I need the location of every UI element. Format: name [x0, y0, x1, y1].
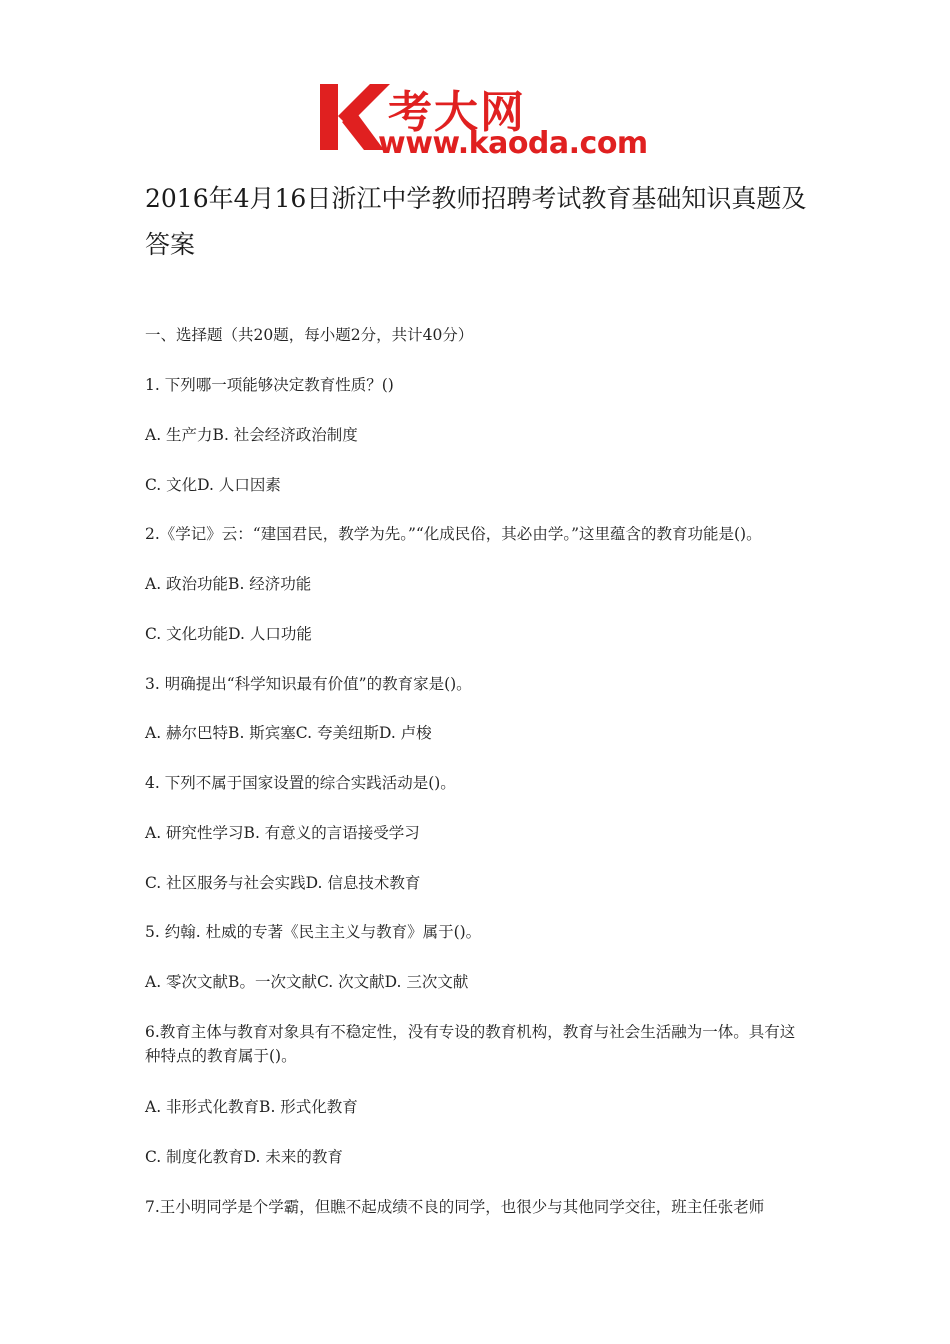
section-heading: 一、选择题（共20题，每小题2分，共计40分）	[145, 326, 474, 344]
question-7: 7.王小明同学是个学霸，但瞧不起成绩不良的同学，也很少与其他同学交往，班主任张老师	[145, 1198, 765, 1216]
question-2-options-ab: A. 政治功能B. 经济功能	[145, 575, 312, 593]
logo-brand-text: 考大网	[388, 87, 526, 138]
question-4: 4. 下列不属于国家设置的综合实践活动是()。	[145, 774, 456, 792]
question-1-options-ab: A. 生产力B. 社会经济政治制度	[145, 426, 358, 444]
question-3-options: A. 赫尔巴特B. 斯宾塞C. 夸美纽斯D. 卢梭	[145, 724, 432, 742]
question-6-options-ab: A. 非形式化教育B. 形式化教育	[145, 1098, 358, 1116]
question-2: 2.《学记》云：“建国君民，教学为先。”“化成民俗，其必由学。”这里蕴含的教育功能是()。	[145, 525, 762, 543]
question-5: 5. 约翰. 杜威的专著《民主主义与教育》属于()。	[145, 923, 482, 941]
question-1-options-cd: C. 文化D. 人口因素	[145, 476, 281, 494]
question-4-options-cd: C. 社区服务与社会实践D. 信息技术教育	[145, 874, 421, 892]
logo-url-text: www.kaoda.com	[378, 126, 648, 161]
kaoda-logo	[318, 78, 648, 166]
question-3: 3. 明确提出“科学知识最有价值”的教育家是()。	[145, 675, 472, 693]
document-title: 2016年4月16日浙江中学教师招聘考试教育基础知识真题及答案	[145, 184, 807, 259]
question-5-options: A. 零次文献B。一次文献C. 次文献D. 三次文献	[145, 973, 469, 991]
question-6-options-cd: C. 制度化教育D. 未来的教育	[145, 1148, 343, 1166]
question-2-options-cd: C. 文化功能D. 人口功能	[145, 625, 312, 643]
question-6: 6.教育主体与教育对象具有不稳定性，没有专设的教育机构，教育与社会生活融为一体。具有这种特点的教育属于()。	[145, 1023, 796, 1065]
question-1: 1. 下列哪一项能够决定教育性质？()	[145, 376, 394, 394]
question-4-options-ab: A. 研究性学习B. 有意义的言语接受学习	[145, 824, 420, 842]
